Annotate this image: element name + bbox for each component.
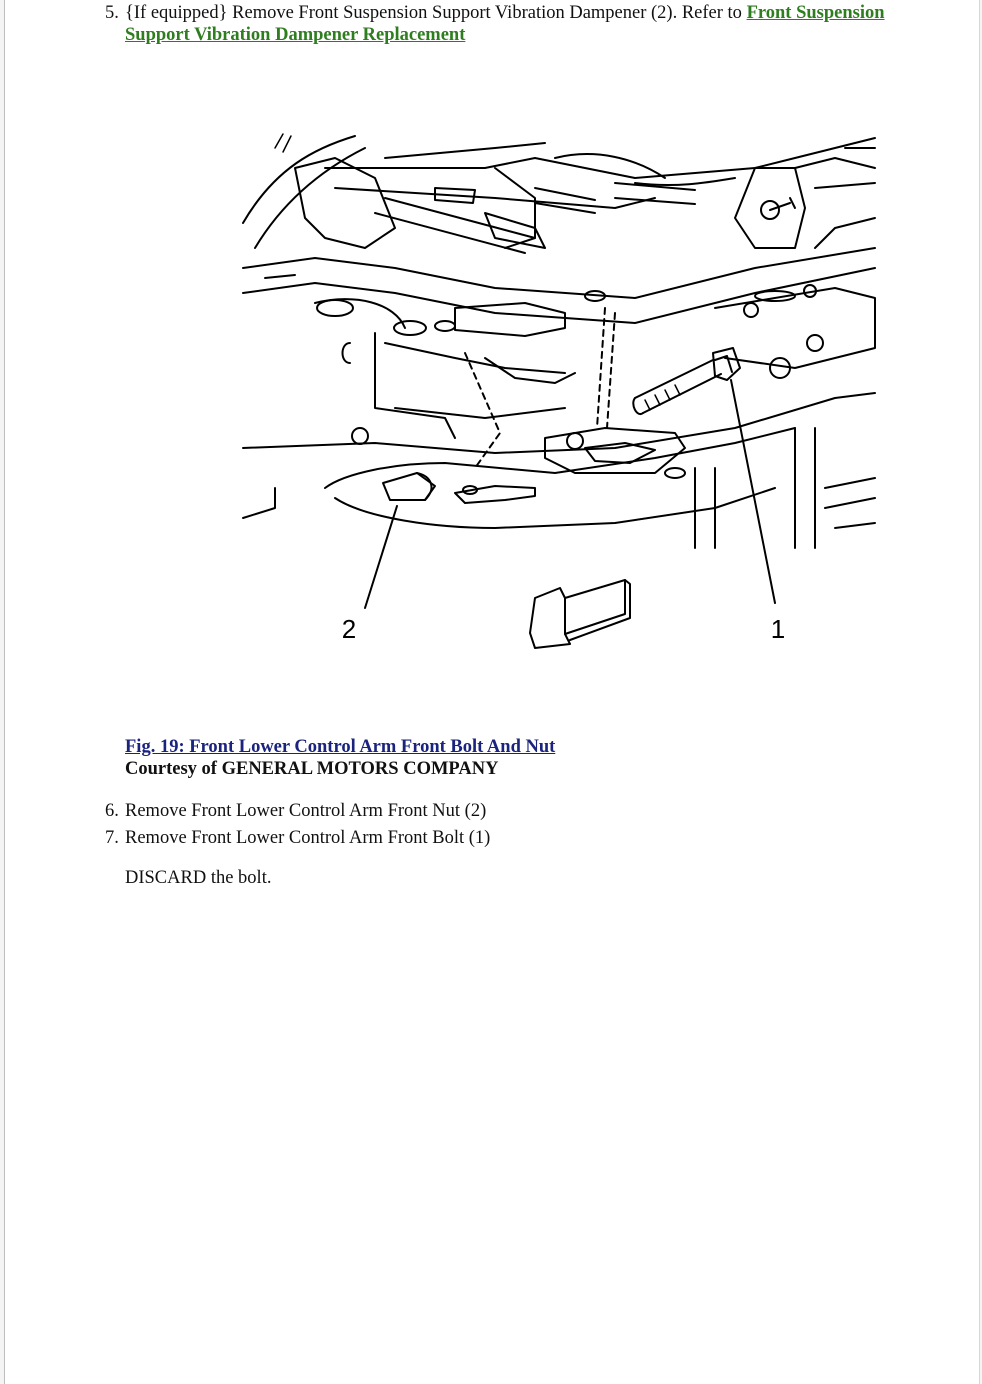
step-5 <box>105 2 945 46</box>
suspension-illustration <box>235 128 881 668</box>
step-number: 7. <box>105 828 119 848</box>
document-page <box>4 0 980 1384</box>
step-7 <box>105 825 490 852</box>
step-number: 5. <box>105 3 119 23</box>
step-number: 6. <box>105 801 119 821</box>
figure-caption <box>125 736 555 780</box>
figure-courtesy: Courtesy of GENERAL MOTORS COMPANY <box>125 759 499 779</box>
callout-2: 2 <box>341 614 357 644</box>
discard-note: DISCARD the bolt. <box>125 868 272 888</box>
figure-title-link[interactable]: Fig. 19: Front Lower Control Arm Front Bolt And Nut <box>125 737 556 757</box>
step-text: Remove Front Lower Control Arm Front Bolt (1) <box>125 828 491 848</box>
step-text: Remove Front Lower Control Arm Front Nut (2) <box>125 801 487 821</box>
step-6 <box>105 798 490 825</box>
step-list <box>105 798 490 852</box>
step-text: {If equipped} Remove Front Suspension Support Vibration Dampener (2). Refer to <box>125 3 747 23</box>
callout-1: 1 <box>770 614 786 644</box>
procedure-link[interactable]: Front Suspension Support Vibration Dampener Replacement <box>125 3 885 45</box>
